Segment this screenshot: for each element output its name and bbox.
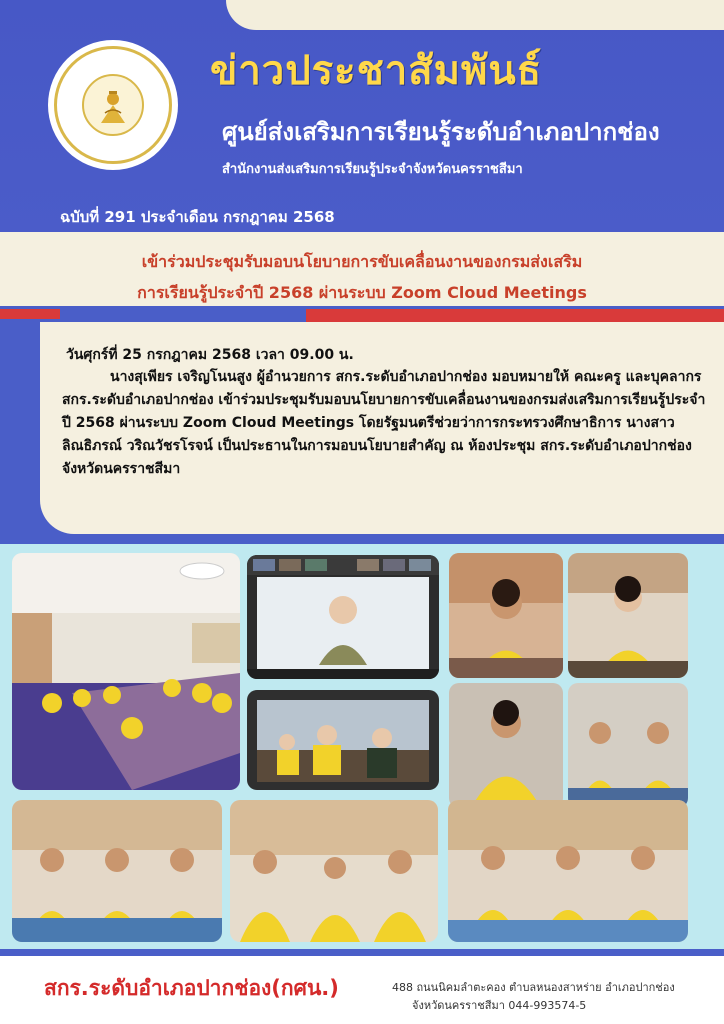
photo-zoom-speaker (247, 555, 439, 679)
office-name: สำนักงานส่งเสริมการเรียนรู้ประจำจังหวัดนครราชสีมา (222, 162, 523, 177)
footer-org-name: สกร.ระดับอำเภอปากช่อง(กศน.) (44, 976, 339, 1000)
photo-staff-2 (568, 553, 688, 678)
photo-meeting-room (12, 553, 240, 790)
footer-address-line-2: จังหวัดนครราชสีมา 044-993574-5 (412, 999, 587, 1012)
photo-group-1 (12, 800, 222, 942)
news-paragraph: นางสุเพียร เจริญโนนสูง ผู้อำนวยการ สกร.ระดับอำเภอปากช่อง มอบหมายให้ คณะครู และบุคลากร สกร.ระดับอำเภอปากช่อง เข้าร่วมประชุมรับมอบนโยบายการขับเคลื่อนงานของกรมส่งเสริมการเรียนรู้ประจำปี 2568 ผ่านระบบ Zoom Cloud Meetings โดยรัฐมนตรีช่วยว่าการกระทรวงศึกษาธิการ นางสาวลิณธิภรณ์ วริณวัชรโรจน์ เป็นประธานในการมอบนโยบายสำคัญ ณ ห้องประชุม สกร.ระดับอำเภอปากช่อง จังหวัดนครราชสีมา (62, 369, 706, 477)
photo-staff-3 (449, 683, 563, 808)
photo-group-2 (230, 800, 438, 942)
divider-left (0, 309, 60, 319)
logo-ring (54, 46, 172, 164)
center-name: ศูนย์ส่งเสริมการเรียนรู้ระดับอำเภอปากช่อง (222, 118, 660, 146)
photo-staff-1 (449, 553, 563, 678)
emblem-icon (82, 74, 144, 136)
news-date: วันศุกร์ที่ 25 กรกฎาคม 2568 เวลา 09.00 น. (66, 347, 354, 363)
footer-address-line-1: 488 ถนนนิคมลำตะคอง ตำบลหนองสาหร่าย อำเภอปากช่อง (392, 981, 675, 994)
logo (48, 40, 178, 170)
photo-zoom-group (247, 690, 439, 790)
page-title: ข่าวประชาสัมพันธ์ (210, 48, 543, 94)
headline-line-2: การเรียนรู้ประจำปี 2568 ผ่านระบบ Zoom Cloud Meetings (137, 283, 587, 302)
top-decor-band (226, 0, 724, 30)
news-body (62, 366, 712, 481)
photo-group-3 (448, 800, 688, 942)
headline-line-1: เข้าร่วมประชุมรับมอบนโยบายการขับเคลื่อนงานของกรมส่งเสริม (141, 252, 583, 271)
photo-staff-4 (568, 683, 688, 808)
issue-info: ฉบับที่ 291 ประจำเดือน กรกฎาคม 2568 (60, 208, 335, 226)
